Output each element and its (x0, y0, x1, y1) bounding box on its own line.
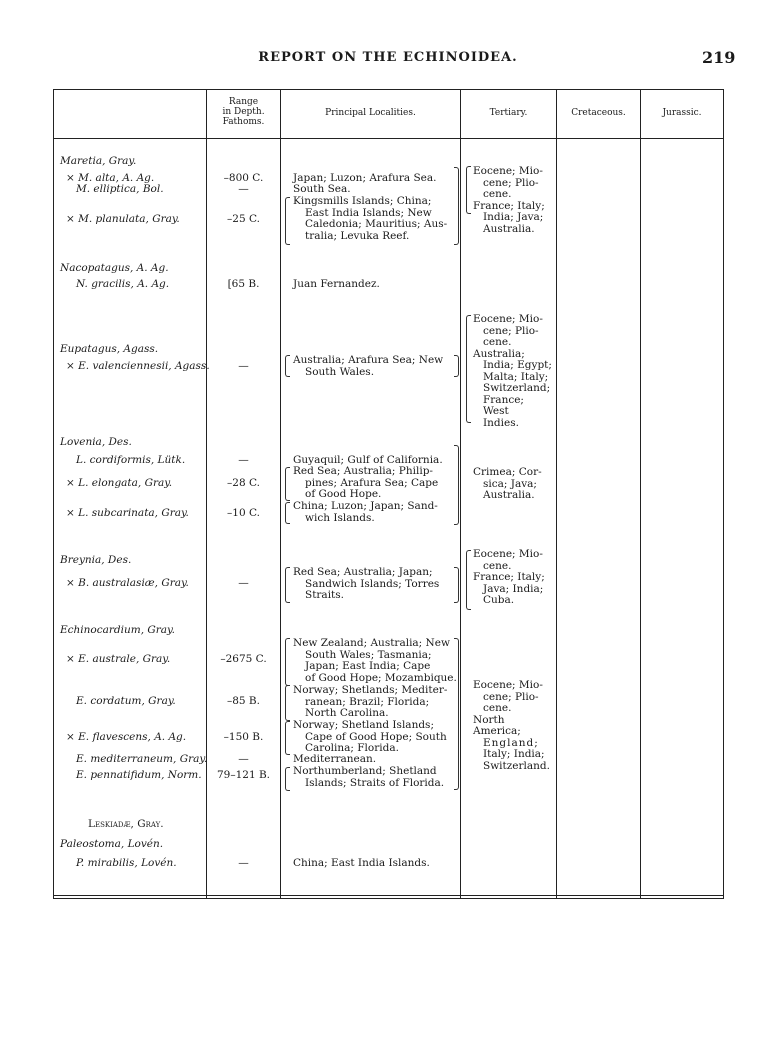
col-header-range-line: Range (228, 97, 259, 107)
locality: Guyaquil; Gulf of California. (293, 454, 443, 466)
brace (285, 767, 290, 791)
tertiary-entry (473, 680, 555, 772)
brace (454, 445, 459, 525)
tertiary-line: cene; Plio- (483, 690, 539, 703)
locality-line: Straits. (305, 589, 344, 601)
brace (285, 721, 290, 755)
species-name: M. elliptica, Bol. (76, 183, 164, 195)
col-header-range (207, 97, 280, 127)
genus-name: Eupatagus, Agass. (60, 343, 159, 355)
locality-line: East India Islands; New (305, 206, 432, 219)
locality-line: Kingsmills Islands; China; (293, 195, 432, 207)
locality-line: Australia; Arafura Sea; New (293, 354, 444, 366)
col-header-range-line: Fathoms. (222, 117, 265, 127)
brace (466, 315, 471, 423)
tertiary-line: Australia; (473, 347, 525, 360)
genus-name: Nacopatagus, A. Ag. (60, 262, 169, 274)
locality-block (293, 567, 439, 602)
species-name: × E. valenciennesii, Agass. (66, 360, 210, 372)
brace (466, 550, 471, 610)
brace (454, 638, 459, 790)
tertiary-line: Eocene; Mio- (473, 165, 543, 177)
tertiary-line: France; West (483, 393, 524, 417)
locality-block (293, 466, 438, 501)
depth-range: –150 B. (223, 731, 264, 743)
tertiary-line: France; Italy; (473, 199, 545, 212)
tertiary-line: Eocene; Mio- (473, 313, 543, 325)
locality-block (293, 638, 457, 684)
tertiary-line: cene. (483, 336, 512, 348)
locality: China; East India Islands. (293, 857, 430, 869)
brace (285, 685, 290, 721)
locality-line: of Good Hope; Mozambique. (305, 671, 457, 684)
brace (285, 567, 290, 603)
running-title: REPORT ON THE ECHINOIDEA. (258, 50, 518, 65)
locality-line: Cape of Good Hope; South (305, 730, 447, 743)
tertiary-line: Eocene; Mio- (473, 548, 543, 560)
tertiary-line: Australia. (483, 222, 535, 235)
depth-range: 79–121 B. (216, 769, 271, 781)
species-name: N. gracilis, A. Ag. (76, 278, 170, 290)
tertiary-line: sica; Java; (483, 477, 537, 490)
tertiary-line: cene; Plio- (483, 324, 539, 337)
depth-range: [65 B. (227, 278, 260, 290)
tertiary-line: North America; (473, 713, 521, 737)
depth-range: –25 C. (227, 213, 260, 225)
brace (285, 638, 290, 686)
locality-line: Red Sea; Australia; Philip- (293, 465, 433, 477)
locality: South Sea. (293, 183, 351, 195)
locality-line: of Good Hope. (305, 488, 382, 500)
depth-range: –800 C. (223, 172, 264, 184)
locality-line: New Zealand; Australia; New (293, 637, 450, 649)
brace (285, 197, 290, 245)
col-header-cretaceous: Cretaceous. (571, 108, 626, 118)
locality-line: Caledonia; Mauritius; Aus- (305, 218, 448, 230)
tertiary-line: Indies. (483, 416, 519, 429)
tertiary-line: cene; Plio- (483, 176, 539, 189)
species-name: E. cordatum, Gray. (76, 695, 176, 707)
page-number: 219 (702, 48, 736, 67)
tertiary-line: Switzerland. (483, 759, 550, 772)
tertiary-line: Italy; India; (483, 748, 545, 760)
species-name: E. mediterraneum, Gray. (76, 753, 208, 765)
tertiary-line: cene. (483, 559, 512, 572)
locality-line: North Carolina. (305, 707, 389, 719)
locality-line: Islands; Straits of Florida. (305, 776, 445, 789)
locality-line: Norway; Shetlands; Mediter- (293, 684, 448, 696)
tertiary-line: Java; India; (483, 582, 544, 595)
tertiary-line: Crimea; Cor- (473, 466, 542, 478)
depth-range: –2675 C. (220, 653, 267, 665)
depth-range: –10 C. (227, 507, 260, 519)
depth-range: — (238, 183, 249, 195)
brace (285, 355, 290, 377)
locality: Mediterranean. (293, 753, 377, 765)
locality-line: Norway; Shetland Islands; (293, 719, 434, 731)
species-name: E. pennatifidum, Norm. (76, 769, 202, 781)
tertiary-line: cene. (483, 702, 512, 714)
tertiary-line: Cuba. (483, 594, 515, 606)
locality-line: wich Islands. (305, 511, 375, 524)
species-name: × E. australe, Gray. (66, 653, 171, 665)
locality-line: South Wales; Tasmania; (305, 648, 432, 661)
locality-block (293, 766, 444, 789)
brace (285, 467, 290, 501)
species-name: × B. australasiæ, Gray. (66, 577, 189, 589)
species-name: P. mirabilis, Lovén. (76, 857, 177, 869)
locality-line: Carolina; Florida. (305, 742, 399, 754)
brace (454, 167, 459, 245)
locality-block (293, 355, 443, 378)
depth-range: –28 C. (227, 477, 260, 489)
locality-line: Red Sea; Australia; Japan; (293, 566, 433, 578)
depth-range: — (238, 360, 249, 372)
tertiary-line: Malta; Italy; (483, 370, 549, 383)
locality: Juan Fernandez. (293, 278, 380, 290)
locality-block (293, 196, 447, 242)
species-name: × M. alta, A. Ag. (66, 172, 155, 184)
species-name: × L. subcarinata, Gray. (66, 507, 189, 519)
depth-range: — (238, 857, 249, 869)
tertiary-line: India; Java; (483, 211, 544, 223)
locality-line: tralia; Levuka Reef. (305, 229, 410, 242)
species-name: × L. elongata, Gray. (66, 477, 173, 489)
species-name: L. cordiformis, Lütk. (76, 454, 186, 466)
locality-line: Sandwich Islands; Torres (305, 577, 440, 590)
locality-block (293, 720, 447, 755)
tertiary-entry (473, 166, 553, 235)
tertiary-entry (473, 467, 553, 502)
locality-line: Japan; East India; Cape (305, 660, 431, 672)
brace (466, 166, 471, 214)
tertiary-line: Eocene; Mio- (473, 679, 543, 691)
locality: Japan; Luzon; Arafura Sea. (293, 172, 437, 184)
species-name: × M. planulata, Gray. (66, 213, 180, 225)
col-header-tertiary: Tertiary. (489, 108, 528, 118)
family-name: Leskiadæ, Gray. (88, 818, 164, 830)
depth-range: — (238, 454, 249, 466)
locality-line: South Wales. (305, 365, 375, 378)
species-name: × E. flavescens, A. Ag. (66, 731, 187, 743)
brace (454, 355, 459, 377)
locality-line: Northumberland; Shetland (293, 765, 437, 777)
tertiary-line: Australia. (483, 489, 535, 501)
depth-range: — (238, 577, 249, 589)
genus-name: Paleostoma, Lovén. (60, 838, 164, 850)
locality-block (293, 685, 447, 720)
locality-block (293, 501, 438, 524)
tertiary-line: Switzerland; (483, 382, 551, 394)
brace (285, 502, 290, 524)
depth-range: — (238, 753, 249, 765)
tertiary-line: France; Italy; (473, 571, 545, 583)
brace (454, 567, 459, 603)
genus-name: Lovenia, Des. (60, 436, 132, 448)
tertiary-entry (473, 314, 553, 429)
locality-line: pines; Arafura Sea; Cape (305, 476, 439, 489)
locality-line: ranean; Brazil; Florida; (305, 695, 430, 708)
tertiary-line: England; (483, 736, 539, 749)
col-header-jurassic: Jurassic. (662, 108, 702, 118)
genus-name: Breynia, Des. (60, 554, 132, 566)
depth-range: –85 B. (226, 695, 260, 707)
tertiary-entry (473, 549, 553, 607)
locality-line: China; Luzon; Japan; Sand- (293, 500, 438, 512)
tertiary-line: cene. (483, 188, 512, 200)
col-header-range-line: in Depth. (222, 107, 265, 117)
tertiary-line: India; Egypt; (483, 359, 552, 371)
col-header-localities: Principal Localities. (325, 108, 416, 118)
genus-name: Echinocardium, Gray. (60, 624, 175, 636)
genus-name: Maretia, Gray. (60, 155, 137, 167)
